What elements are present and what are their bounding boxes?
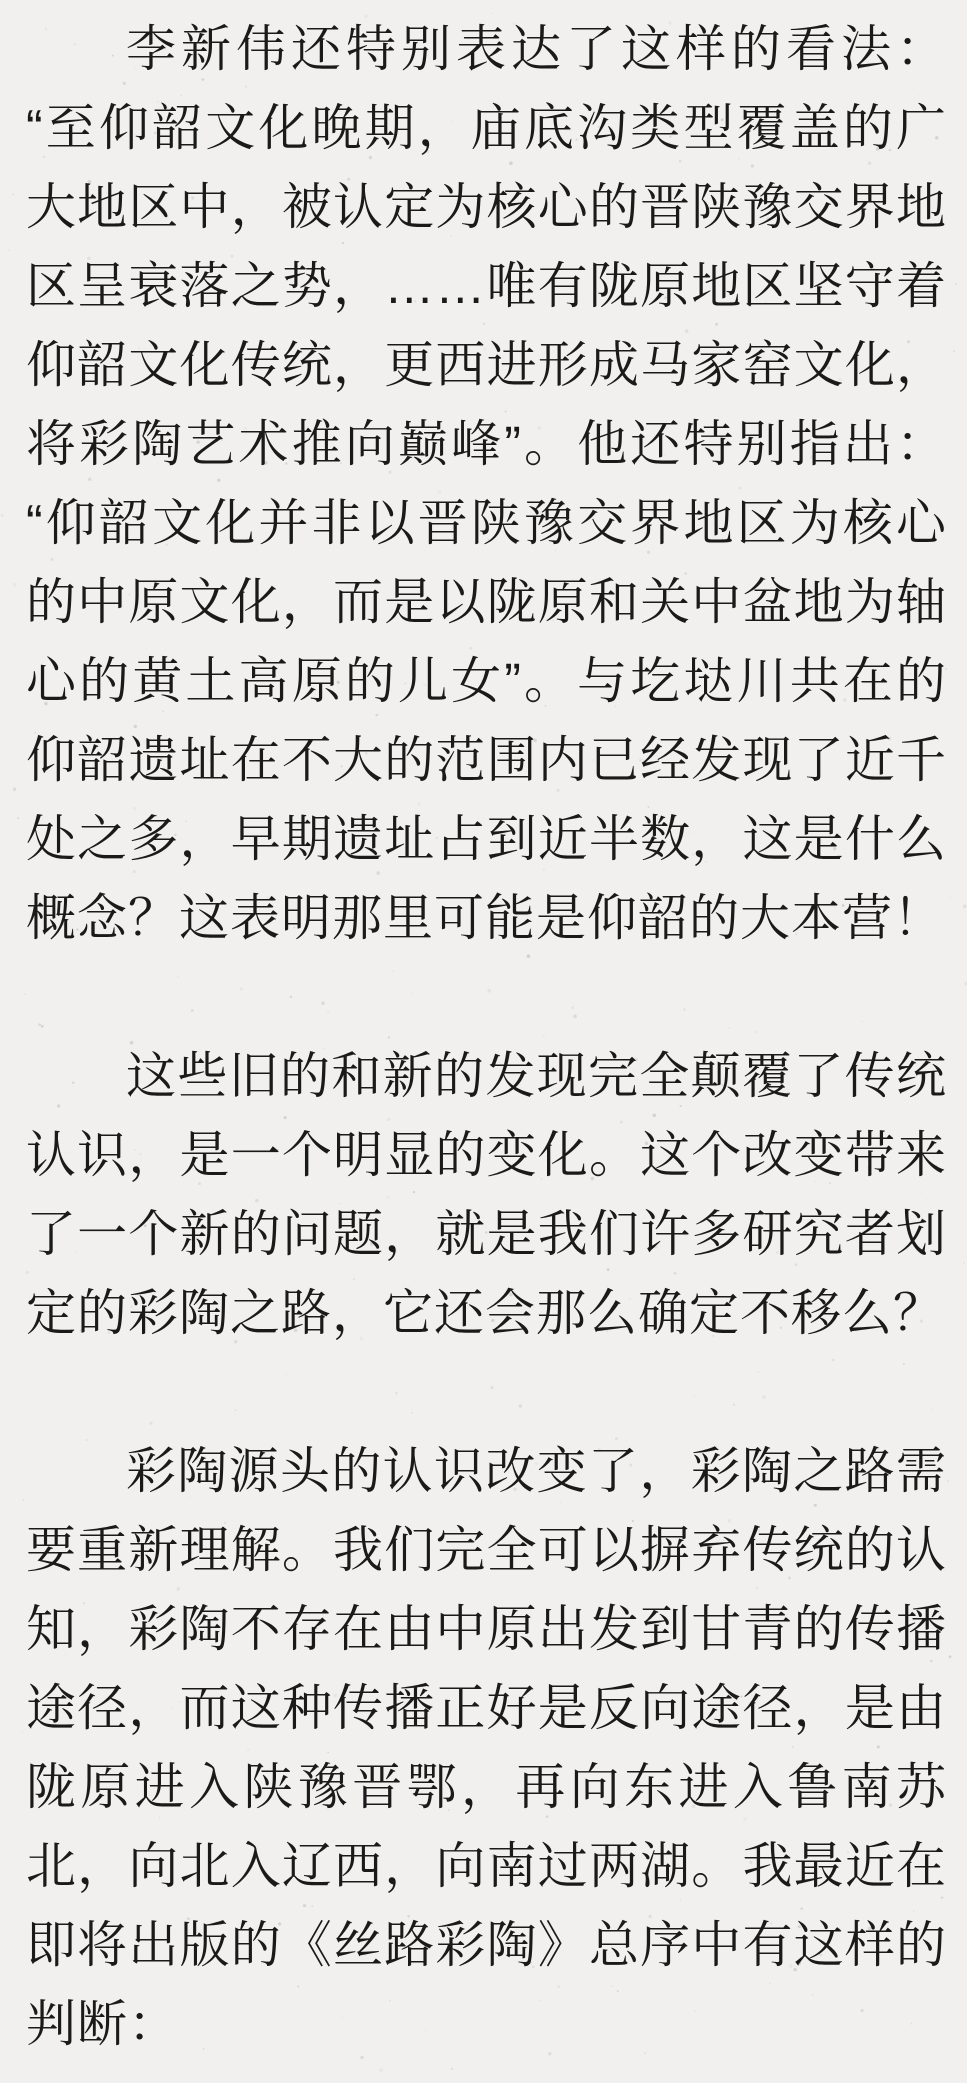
paragraph: 这些旧的和新的发现完全颠覆了传统认识，是一个明显的变化。这个改变带来了一个新的问题，就是我们许多研究者划定的彩陶之路，它还会那么确定不移么？ [26, 1048, 947, 1341]
paragraph: 彩陶源头的认识改变了，彩陶之路需要重新理解。我们完全可以摒弃传统的认知，彩陶不存在由中原出发到甘青的传播途径，而这种传播正好是反向途径，是由陇原进入陕豫晋鄂，再向东进入鲁南苏北，向北入辽西，向南过两湖。我最近在即将出版的《丝路彩陶》总序中有这样的判断： [26, 1443, 947, 2052]
paragraph: 李新伟还特别表达了这样的看法：“至仰韶文化晚期，庙底沟类型覆盖的广大地区中，被认定为核心的晋陕豫交界地区呈衰落之势，……唯有陇原地区坚守着仰韶文化传统，更西进形成马家窑文化，将彩陶艺术推向巅峰”。他还特别指出：“仰韶文化并非以晋陕豫交界地区为核心的中原文化，而是以陇原和关中盆地为轴心的黄土高原的儿女”。与圪垯川共在的仰韶遗址在不大的范围内已经发现了近千处之多，早期遗址占到近半数，这是什么概念？这表明那里可能是仰韶的大本营！ [26, 21, 947, 946]
